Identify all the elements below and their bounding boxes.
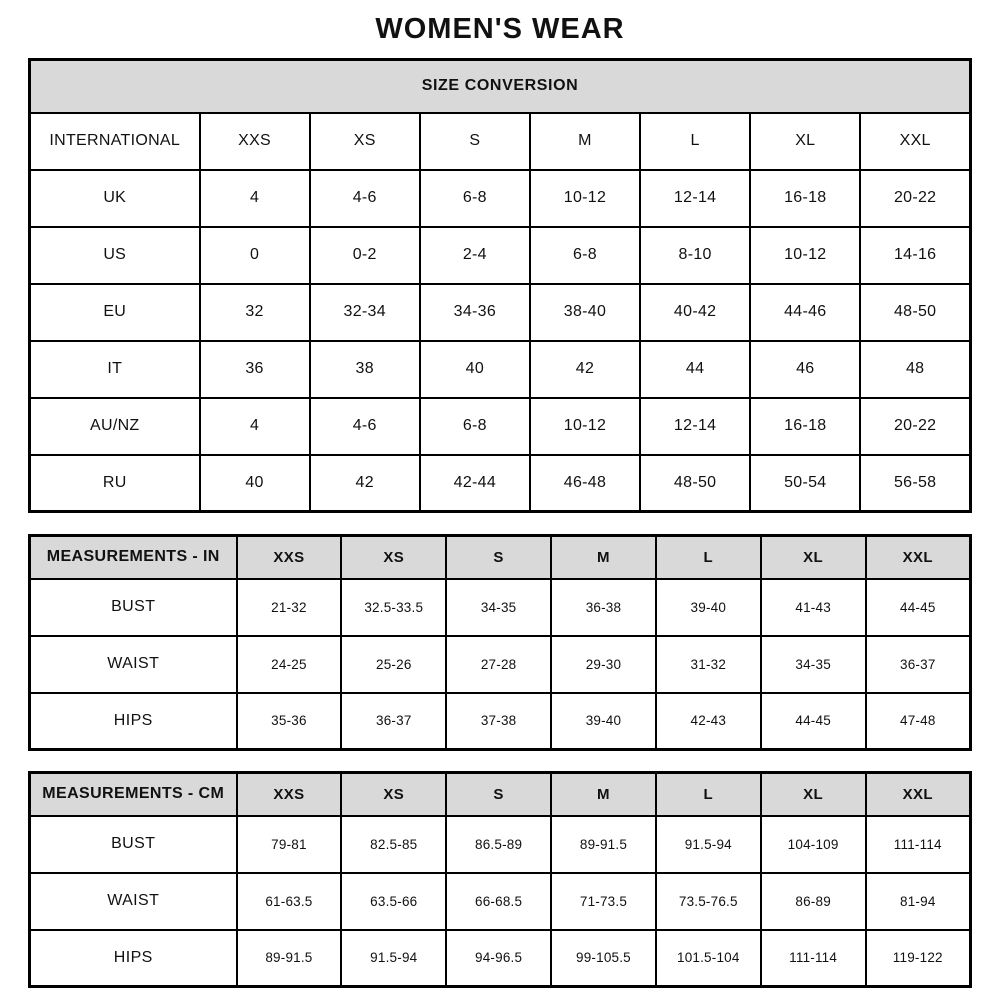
value-cell: 41-43: [761, 579, 866, 636]
value-cell: 44-46: [750, 284, 860, 341]
table-row: [30, 873, 971, 930]
size-column-header: S: [420, 113, 530, 170]
size-conversion-table: [28, 58, 972, 513]
value-cell: 82.5-85: [341, 816, 446, 873]
table-row: [30, 816, 971, 873]
value-cell: 36-37: [866, 636, 971, 693]
value-cell: 32: [200, 284, 310, 341]
row-label: BUST: [30, 579, 237, 636]
value-cell: 40-42: [640, 284, 750, 341]
size-column-header: XXS: [237, 773, 342, 816]
value-cell: 4-6: [310, 170, 420, 227]
label-column-header: INTERNATIONAL: [30, 113, 200, 170]
value-cell: 89-91.5: [237, 930, 342, 987]
table-banner-row: [30, 536, 971, 579]
value-cell: 79-81: [237, 816, 342, 873]
size-column-header: XS: [341, 536, 446, 579]
value-cell: 91.5-94: [341, 930, 446, 987]
value-cell: 31-32: [656, 636, 761, 693]
value-cell: 10-12: [530, 398, 640, 455]
value-cell: 42: [530, 341, 640, 398]
size-column-header: L: [656, 773, 761, 816]
size-column-header: XXS: [237, 536, 342, 579]
value-cell: 27-28: [446, 636, 551, 693]
value-cell: 24-25: [237, 636, 342, 693]
value-cell: 39-40: [656, 579, 761, 636]
table-row: [30, 693, 971, 750]
row-label: HIPS: [30, 930, 237, 987]
value-cell: 37-38: [446, 693, 551, 750]
value-cell: 32-34: [310, 284, 420, 341]
value-cell: 0-2: [310, 227, 420, 284]
value-cell: 89-91.5: [551, 816, 656, 873]
value-cell: 50-54: [750, 455, 860, 512]
value-cell: 6-8: [530, 227, 640, 284]
size-column-header: XXL: [866, 536, 971, 579]
value-cell: 42-43: [656, 693, 761, 750]
row-label: WAIST: [30, 873, 237, 930]
size-column-header: L: [656, 536, 761, 579]
value-cell: 16-18: [750, 170, 860, 227]
value-cell: 111-114: [761, 930, 866, 987]
value-cell: 63.5-66: [341, 873, 446, 930]
value-cell: 4: [200, 398, 310, 455]
value-cell: 42: [310, 455, 420, 512]
value-cell: 6-8: [420, 170, 530, 227]
value-cell: 61-63.5: [237, 873, 342, 930]
value-cell: 46-48: [530, 455, 640, 512]
table-banner: MEASUREMENTS - IN: [30, 536, 237, 579]
value-cell: 32.5-33.5: [341, 579, 446, 636]
value-cell: 40: [200, 455, 310, 512]
value-cell: 29-30: [551, 636, 656, 693]
value-cell: 44: [640, 341, 750, 398]
value-cell: 47-48: [866, 693, 971, 750]
table-row: [30, 227, 971, 284]
row-label: RU: [30, 455, 200, 512]
table-row: [30, 284, 971, 341]
value-cell: 40: [420, 341, 530, 398]
value-cell: 73.5-76.5: [656, 873, 761, 930]
table-row: [30, 636, 971, 693]
column-header-row: [30, 113, 971, 170]
table-row: [30, 455, 971, 512]
value-cell: 36: [200, 341, 310, 398]
value-cell: 20-22: [860, 170, 970, 227]
value-cell: 38-40: [530, 284, 640, 341]
value-cell: 46: [750, 341, 860, 398]
table-banner: SIZE CONVERSION: [30, 60, 971, 113]
value-cell: 42-44: [420, 455, 530, 512]
size-column-header: XXS: [200, 113, 310, 170]
size-column-header: M: [551, 773, 656, 816]
table-banner-row: [30, 773, 971, 816]
value-cell: 20-22: [860, 398, 970, 455]
table-row: [30, 579, 971, 636]
row-label: HIPS: [30, 693, 237, 750]
value-cell: 71-73.5: [551, 873, 656, 930]
table-row: [30, 341, 971, 398]
size-column-header: XS: [310, 113, 420, 170]
value-cell: 111-114: [866, 816, 971, 873]
value-cell: 14-16: [860, 227, 970, 284]
value-cell: 16-18: [750, 398, 860, 455]
value-cell: 2-4: [420, 227, 530, 284]
value-cell: 91.5-94: [656, 816, 761, 873]
value-cell: 10-12: [750, 227, 860, 284]
table-banner-row: [30, 60, 971, 113]
size-column-header: M: [530, 113, 640, 170]
size-column-header: XL: [761, 536, 866, 579]
value-cell: 48: [860, 341, 970, 398]
value-cell: 12-14: [640, 398, 750, 455]
row-label: US: [30, 227, 200, 284]
value-cell: 12-14: [640, 170, 750, 227]
page-title: WOMEN'S WEAR: [375, 13, 625, 45]
value-cell: 4: [200, 170, 310, 227]
size-column-header: S: [446, 536, 551, 579]
table-row: [30, 930, 971, 987]
size-column-header: XXL: [866, 773, 971, 816]
row-label: WAIST: [30, 636, 237, 693]
size-column-header: S: [446, 773, 551, 816]
row-label: EU: [30, 284, 200, 341]
size-column-header: XL: [750, 113, 860, 170]
value-cell: 35-36: [237, 693, 342, 750]
value-cell: 99-105.5: [551, 930, 656, 987]
size-column-header: M: [551, 536, 656, 579]
size-column-header: XS: [341, 773, 446, 816]
value-cell: 86.5-89: [446, 816, 551, 873]
table-banner: MEASUREMENTS - CM: [30, 773, 237, 816]
value-cell: 104-109: [761, 816, 866, 873]
value-cell: 94-96.5: [446, 930, 551, 987]
value-cell: 39-40: [551, 693, 656, 750]
value-cell: 36-38: [551, 579, 656, 636]
value-cell: 66-68.5: [446, 873, 551, 930]
measurements-in-table: [28, 534, 972, 751]
row-label: IT: [30, 341, 200, 398]
value-cell: 36-37: [341, 693, 446, 750]
value-cell: 6-8: [420, 398, 530, 455]
row-label: BUST: [30, 816, 237, 873]
measurements-cm-table: [28, 771, 972, 988]
value-cell: 56-58: [860, 455, 970, 512]
value-cell: 34-35: [761, 636, 866, 693]
size-column-header: L: [640, 113, 750, 170]
value-cell: 48-50: [860, 284, 970, 341]
row-label: UK: [30, 170, 200, 227]
value-cell: 119-122: [866, 930, 971, 987]
value-cell: 44-45: [866, 579, 971, 636]
row-label: AU/NZ: [30, 398, 200, 455]
value-cell: 21-32: [237, 579, 342, 636]
value-cell: 25-26: [341, 636, 446, 693]
value-cell: 38: [310, 341, 420, 398]
value-cell: 81-94: [866, 873, 971, 930]
value-cell: 86-89: [761, 873, 866, 930]
size-column-header: XXL: [860, 113, 970, 170]
table-row: [30, 170, 971, 227]
value-cell: 10-12: [530, 170, 640, 227]
value-cell: 101.5-104: [656, 930, 761, 987]
value-cell: 44-45: [761, 693, 866, 750]
table-row: [30, 398, 971, 455]
size-column-header: XL: [761, 773, 866, 816]
value-cell: 48-50: [640, 455, 750, 512]
value-cell: 4-6: [310, 398, 420, 455]
value-cell: 34-36: [420, 284, 530, 341]
value-cell: 34-35: [446, 579, 551, 636]
value-cell: 8-10: [640, 227, 750, 284]
value-cell: 0: [200, 227, 310, 284]
